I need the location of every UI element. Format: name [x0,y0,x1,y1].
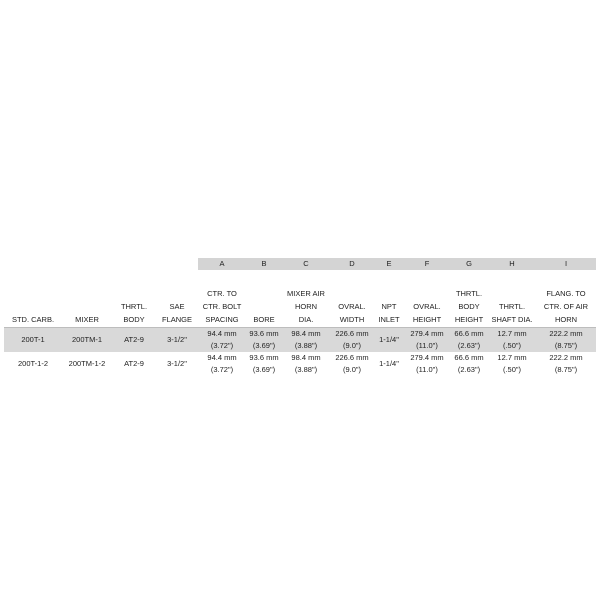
table-cell-line: (11.0") [416,341,438,350]
column-header [488,270,536,328]
table-cell [156,352,198,376]
column-header-line: FLANGE [161,315,192,324]
letter-cell [62,258,112,270]
table-cell-line: (3.69") [252,341,276,350]
table-cell-line: 3-1/2" [167,359,187,368]
column-header [4,270,62,328]
table-cell-line: 94.4 mm [207,353,237,362]
table-cell [112,328,156,353]
table-cell [112,352,156,376]
letter-cell-i: I [536,258,596,270]
table-cell-line: 98.4 mm [291,353,321,362]
column-header-line: WIDTH [339,315,365,324]
table-cell-line: (2.63") [457,365,481,374]
table-cell-line: 222.2 mm [549,353,583,362]
table-cell-line: AT2-9 [124,359,144,368]
table-cell-line: (2.63") [457,341,481,350]
column-header-line: THRTL. [498,302,526,311]
table-cell [246,328,282,353]
table-cell [330,352,374,376]
table-cell-line: 200T-1-2 [17,359,49,368]
column-header-line: CTR. OF AIR [543,302,589,311]
column-header-line: SHAFT DIA. [491,315,533,324]
column-header-line: HEIGHT [454,315,484,324]
table-cell [62,328,112,353]
letter-cell-a: A [198,258,246,270]
table-body [4,328,596,377]
column-header [404,270,450,328]
column-header-line: HORN [294,302,318,311]
table-row [4,352,596,376]
column-header-line: OVRAL. [413,302,441,311]
table-cell [450,352,488,376]
letter-cell [4,258,62,270]
table-cell-line: 12.7 mm [497,329,527,338]
column-header-line: BORE [253,315,275,324]
table-cell-line: 93.6 mm [249,329,279,338]
table-cell [246,352,282,376]
table-cell [450,328,488,353]
table-cell-line: 94.4 mm [207,329,237,338]
column-letter-row [4,258,596,270]
table-cell [404,328,450,353]
column-header-line: SPACING [205,315,239,324]
column-header-line: STD. CARB. [11,315,55,324]
table-cell-line: (3.88") [294,365,318,374]
table-cell-line: 93.6 mm [249,353,279,362]
letter-cell-d: D [330,258,374,270]
column-header [374,270,404,328]
table-cell-line: (9.0") [342,341,362,350]
column-header-line: CTR. TO [207,289,237,298]
table-cell [404,352,450,376]
table-cell [536,352,596,376]
column-header-line: BODY [458,302,480,311]
table-cell-line: 226.6 mm [335,353,369,362]
table-cell-line: 1-1/4" [379,335,399,344]
table-cell-line: (3.72") [210,341,234,350]
table-cell-line: (.50") [502,365,522,374]
table-cell [374,328,404,353]
table-cell-line: (8.75") [554,341,578,350]
table-cell [4,352,62,376]
table-cell-line: 200TM-1-2 [68,359,106,368]
table-cell [488,352,536,376]
table-cell [374,352,404,376]
column-header [156,270,198,328]
column-header-line: BODY [123,315,145,324]
table-cell [536,328,596,353]
column-header-line: NPT [381,302,397,311]
table-cell-line: 200TM-1 [71,335,102,344]
table-cell-line: 226.6 mm [335,329,369,338]
letter-cell [156,258,198,270]
table-row [4,328,596,353]
table-cell-line: 12.7 mm [497,353,527,362]
table-cell-line: 3-1/2" [167,335,187,344]
letter-cell-g: G [450,258,488,270]
spec-table [4,258,596,376]
column-header-line: CTR. BOLT [202,302,242,311]
column-header [112,270,156,328]
table-cell [488,328,536,353]
column-header-row [4,270,596,328]
letter-cell-e: E [374,258,404,270]
column-header-line: THRTL. [455,289,483,298]
letter-cell [112,258,156,270]
table-cell-line: (.50") [502,341,522,350]
letter-cell-b: B [246,258,282,270]
table-cell-line: (3.72") [210,365,234,374]
column-header [62,270,112,328]
column-header [536,270,596,328]
table-cell [330,328,374,353]
column-header-line: HORN [554,315,578,324]
column-header-line: FLANG. TO [546,289,586,298]
column-header [198,270,246,328]
table-cell-line: (3.69") [252,365,276,374]
table-cell [4,328,62,353]
column-header-line: INLET [378,315,400,324]
letter-cell-f: F [404,258,450,270]
table-cell-line: 279.4 mm [410,353,444,362]
column-header-line: OVRAL. [338,302,366,311]
table-cell [282,328,330,353]
letter-cell-h: H [488,258,536,270]
table-cell-line: (11.0") [416,365,438,374]
table-cell [198,352,246,376]
column-header-line: HEIGHT [412,315,442,324]
table-cell [198,328,246,353]
letter-cell-c: C [282,258,330,270]
table-cell-line: 66.6 mm [454,329,484,338]
column-header-line: DIA. [298,315,314,324]
column-header [246,270,282,328]
table-cell-line: 1-1/4" [379,359,399,368]
table-cell [282,352,330,376]
column-header-line: SAE [169,302,185,311]
table-cell [62,352,112,376]
table-cell [156,328,198,353]
column-header-line: MIXER [75,315,99,324]
column-header [450,270,488,328]
table-cell-line: 98.4 mm [291,329,321,338]
column-header-line: MIXER AIR [287,289,325,298]
table-cell-line: (9.0") [342,365,362,374]
table-cell-line: 66.6 mm [454,353,484,362]
column-header [330,270,374,328]
table-cell-line: AT2-9 [124,335,144,344]
table-cell-line: 200T-1 [21,335,45,344]
column-header-line: THRTL. [120,302,148,311]
table-cell-line: (8.75") [554,365,578,374]
table-cell-line: 279.4 mm [410,329,444,338]
table-cell-line: 222.2 mm [549,329,583,338]
table-cell-line: (3.88") [294,341,318,350]
column-header [282,270,330,328]
